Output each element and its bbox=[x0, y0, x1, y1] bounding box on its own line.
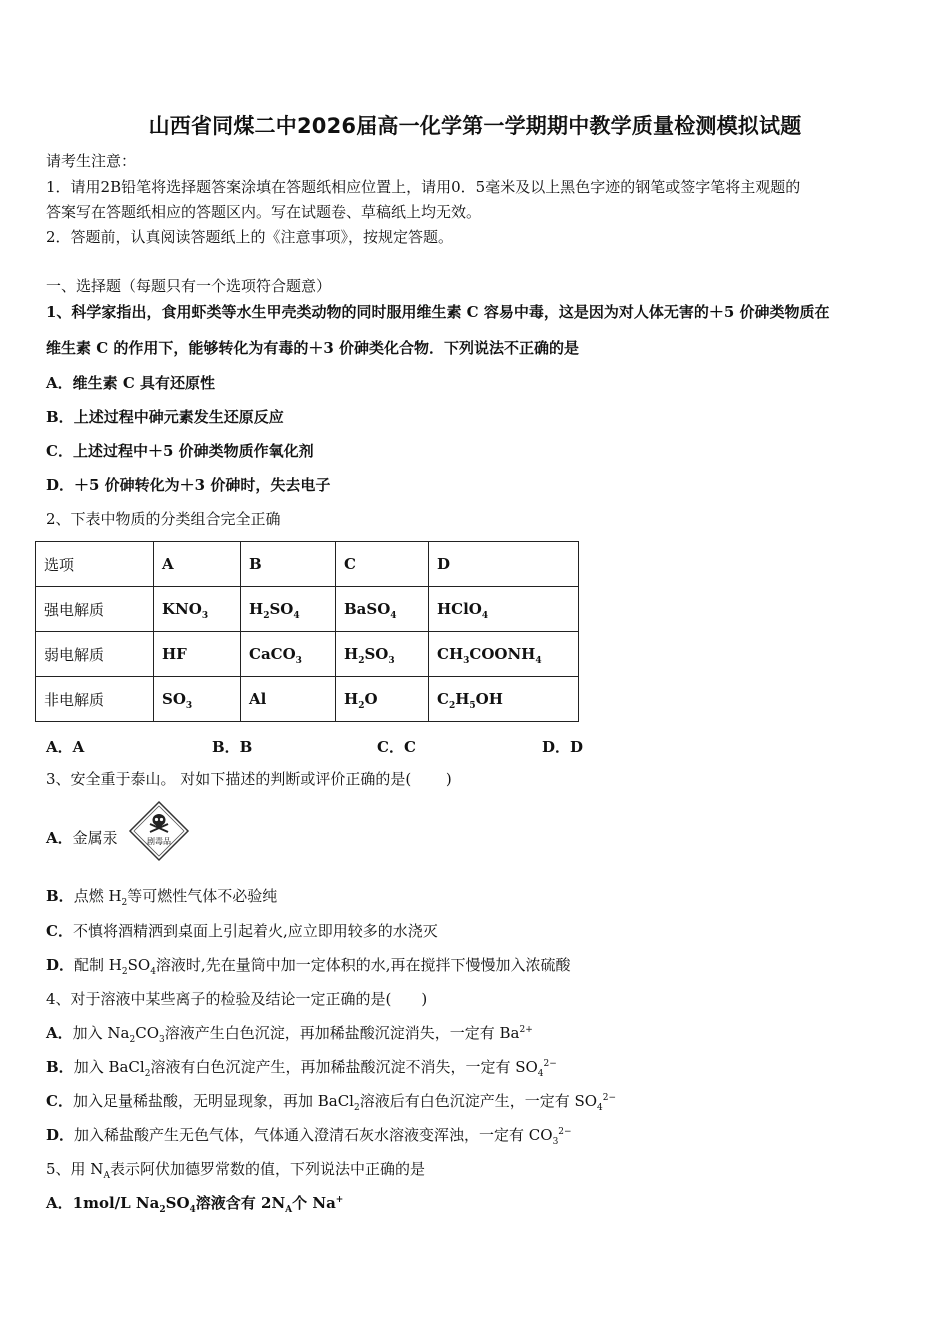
q3-option-c bbox=[46, 921, 438, 941]
q1-option-a bbox=[46, 373, 215, 393]
option-label: A． bbox=[46, 1194, 73, 1212]
table-cell: $H_2SO_3$ bbox=[336, 632, 429, 677]
notice-item1-line2: 答案写在答题纸相应的答题区内。写在试题卷、草稿纸上均无效。 bbox=[46, 203, 482, 221]
table-row bbox=[36, 632, 579, 677]
hazard-label: 剧毒品 bbox=[147, 837, 171, 846]
option-label: C． bbox=[46, 442, 73, 460]
q4-option-a: A．加入 $Na_2CO_3$溶液产生白色沉淀，再加稀盐酸沉淀消失，一定有 $Ba^{2+}$ bbox=[46, 1024, 533, 1045]
option-label: B． bbox=[46, 1058, 74, 1076]
option-text: 上述过程中＋5 价砷类物质作氧化剂 bbox=[72, 442, 314, 460]
table-cell: HF bbox=[154, 632, 241, 677]
page-title: 山西省同煤二中2026届高一化学第一学期期中教学质量检测模拟试题 bbox=[148, 114, 802, 138]
table-header-cell: D bbox=[429, 542, 579, 587]
row-label: 非电解质 bbox=[36, 677, 154, 722]
table-row bbox=[36, 587, 579, 632]
table-cell: $H_2SO_4$ bbox=[241, 587, 336, 632]
option-text: ＋5 价砷转化为＋3 价砷时，失去电子 bbox=[74, 476, 331, 494]
option-label: C． bbox=[46, 922, 73, 940]
q1-stem-line1: 1、科学家指出，食用虾类等水生甲壳类动物的同时服用维生素 C 容易中毒，这是因为对人体无害的＋5 价砷类物质在 bbox=[46, 303, 830, 321]
q3-stem: 3、安全重于泰山。 对如下描述的判断或评价正确的是( ) bbox=[46, 770, 452, 788]
q5-option-a: A．1mol/L $Na_2SO_4$溶液含有 $2N_A$个 Na+ bbox=[46, 1194, 344, 1215]
notice-item1-line1: 1．请用2B铅笔将选择题答案涂填在答题纸相应位置上，请用0．5毫米及以上黑色字迹的钢笔或签字笔将主观题的 bbox=[46, 178, 801, 196]
q3-option-b: B．点燃 $H_2$等可燃性气体不必验纯 bbox=[46, 887, 278, 908]
q3-option-a bbox=[46, 828, 118, 848]
table-cell: $H_2O$ bbox=[336, 677, 429, 722]
option-label: B． bbox=[46, 887, 74, 905]
row-label: 强电解质 bbox=[36, 587, 154, 632]
toxic-hazard-icon bbox=[128, 800, 190, 862]
option-text: 金属汞 bbox=[72, 829, 118, 847]
table-header-cell: A bbox=[154, 542, 241, 587]
q1-stem-line2: 维生素 C 的作用下，能够转化为有毒的＋3 价砷类化合物．下列说法不正确的是 bbox=[46, 339, 580, 357]
option-label: C． bbox=[46, 1092, 73, 1110]
option-label: D． bbox=[46, 956, 75, 974]
classification-table bbox=[35, 541, 579, 722]
q4-stem: 4、对于溶液中某些离子的检验及结论一定正确的是( ) bbox=[46, 990, 428, 1008]
table-header-cell: B bbox=[241, 542, 336, 587]
q3-option-d: D．配制 $H_2SO_4$溶液时,先在量筒中加一定体积的水,再在搅拌下慢慢加入浓硫酸 bbox=[46, 956, 571, 977]
option-label: A． bbox=[46, 374, 73, 392]
notice-item2: 2．答题前，认真阅读答题纸上的《注意事项》，按规定答题。 bbox=[46, 228, 454, 246]
q2-stem: 2、下表中物质的分类组合完全正确 bbox=[46, 510, 281, 528]
q1-option-b bbox=[46, 407, 284, 427]
option-text: 上述过程中砷元素发生还原反应 bbox=[73, 408, 284, 426]
table-row bbox=[36, 542, 579, 587]
table-cell: BaSO$_4$ bbox=[336, 587, 429, 632]
q2-option-c: C．C bbox=[377, 738, 416, 756]
table-cell: $SO_3$ bbox=[154, 677, 241, 722]
option-text: 不慎将酒精洒到桌面上引起着火,应立即用较多的水浇灭 bbox=[72, 922, 438, 940]
q4-option-b: B．加入 BaCl$_2$溶液有白色沉淀产生，再加稀盐酸沉淀不消失，一定有 $SO_4^{2-}$ bbox=[46, 1058, 557, 1079]
row-label: 弱电解质 bbox=[36, 632, 154, 677]
q2-option-b: B．B bbox=[212, 738, 253, 756]
table-cell: HClO$_4$ bbox=[429, 587, 579, 632]
option-label: D． bbox=[46, 476, 75, 494]
table-header-cell: 选项 bbox=[36, 542, 154, 587]
option-label: D． bbox=[46, 1126, 75, 1144]
table-cell: $C_2H_5OH$ bbox=[429, 677, 579, 722]
q1-option-d bbox=[46, 475, 330, 495]
table-row bbox=[36, 677, 579, 722]
table-cell: CaCO$_3$ bbox=[241, 632, 336, 677]
option-label: A． bbox=[46, 829, 73, 847]
q5-stem: 5、用 $N_A$表示阿伏加德罗常数的值，下列说法中正确的是 bbox=[46, 1160, 425, 1181]
option-text: 维生素 C 具有还原性 bbox=[72, 374, 216, 392]
table-header-cell: C bbox=[336, 542, 429, 587]
table-cell: $CH_3COONH_4$ bbox=[429, 632, 579, 677]
q2-option-a: A．A bbox=[46, 738, 85, 756]
q1-option-c bbox=[46, 441, 314, 461]
q4-option-d: D．加入稀盐酸产生无色气体，气体通入澄清石灰水溶液变浑浊，一定有 $CO_3^{2-}$ bbox=[46, 1126, 572, 1147]
table-cell: Al bbox=[241, 677, 336, 722]
option-label: A． bbox=[46, 1024, 73, 1042]
q2-option-d: D．D bbox=[542, 738, 584, 756]
table-cell: $KNO_3$ bbox=[154, 587, 241, 632]
q4-option-c: C．加入足量稀盐酸，无明显现象，再加 BaCl$_2$溶液后有白色沉淀产生，一定有 $SO_4^{2-}$ bbox=[46, 1092, 617, 1113]
notice-heading: 请考生注意： bbox=[46, 152, 137, 170]
section-heading: 一、选择题（每题只有一个选项符合题意） bbox=[46, 277, 332, 295]
option-label: B． bbox=[46, 408, 74, 426]
